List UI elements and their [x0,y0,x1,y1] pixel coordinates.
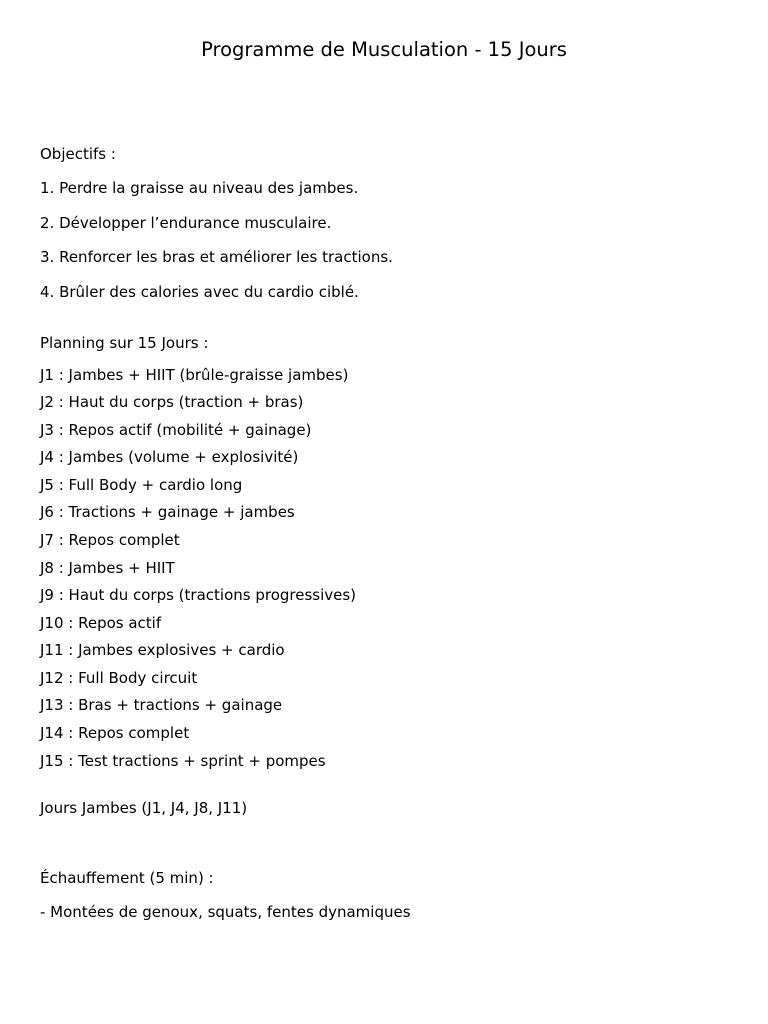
objective-item: 1. Perdre la graisse au niveau des jambes. [40,179,359,197]
planning-day: J15 : Test tractions + sprint + pompes [40,752,326,770]
planning-day: J14 : Repos complet [40,724,190,742]
planning-day: J7 : Repos complet [40,531,180,549]
planning-day: J10 : Repos actif [40,614,162,632]
planning-heading: Planning sur 15 Jours : [40,334,209,352]
planning-day: J9 : Haut du corps (tractions progressives) [40,586,357,604]
planning-day: J5 : Full Body + cardio long [40,476,243,494]
warmup-item: - Montées de genoux, squats, fentes dynamiques [40,903,411,921]
planning-day: J12 : Full Body circuit [40,669,198,687]
planning-day: J13 : Bras + tractions + gainage [40,696,283,714]
planning-day: J1 : Jambes + HIIT (brûle-graisse jambes) [40,366,349,384]
objective-item: 2. Développer l’endurance musculaire. [40,214,332,232]
planning-day: J6 : Tractions + gainage + jambes [40,503,295,521]
planning-day: J3 : Repos actif (mobilité + gainage) [40,421,312,439]
warmup-heading: Échauffement (5 min) : [40,869,214,887]
planning-day: J11 : Jambes explosives + cardio [40,641,285,659]
planning-day: J8 : Jambes + HIIT [40,559,175,577]
legs-days-heading: Jours Jambes (J1, J4, J8, J11) [40,799,248,817]
planning-day: J2 : Haut du corps (traction + bras) [40,393,304,411]
objective-item: 3. Renforcer les bras et améliorer les tractions. [40,248,393,266]
page-title: Programme de Musculation - 15 Jours [201,38,567,61]
objectives-heading: Objectifs : [40,145,116,163]
planning-day: J4 : Jambes (volume + explosivité) [40,448,299,466]
objective-item: 4. Brûler des calories avec du cardio ciblé. [40,283,359,301]
